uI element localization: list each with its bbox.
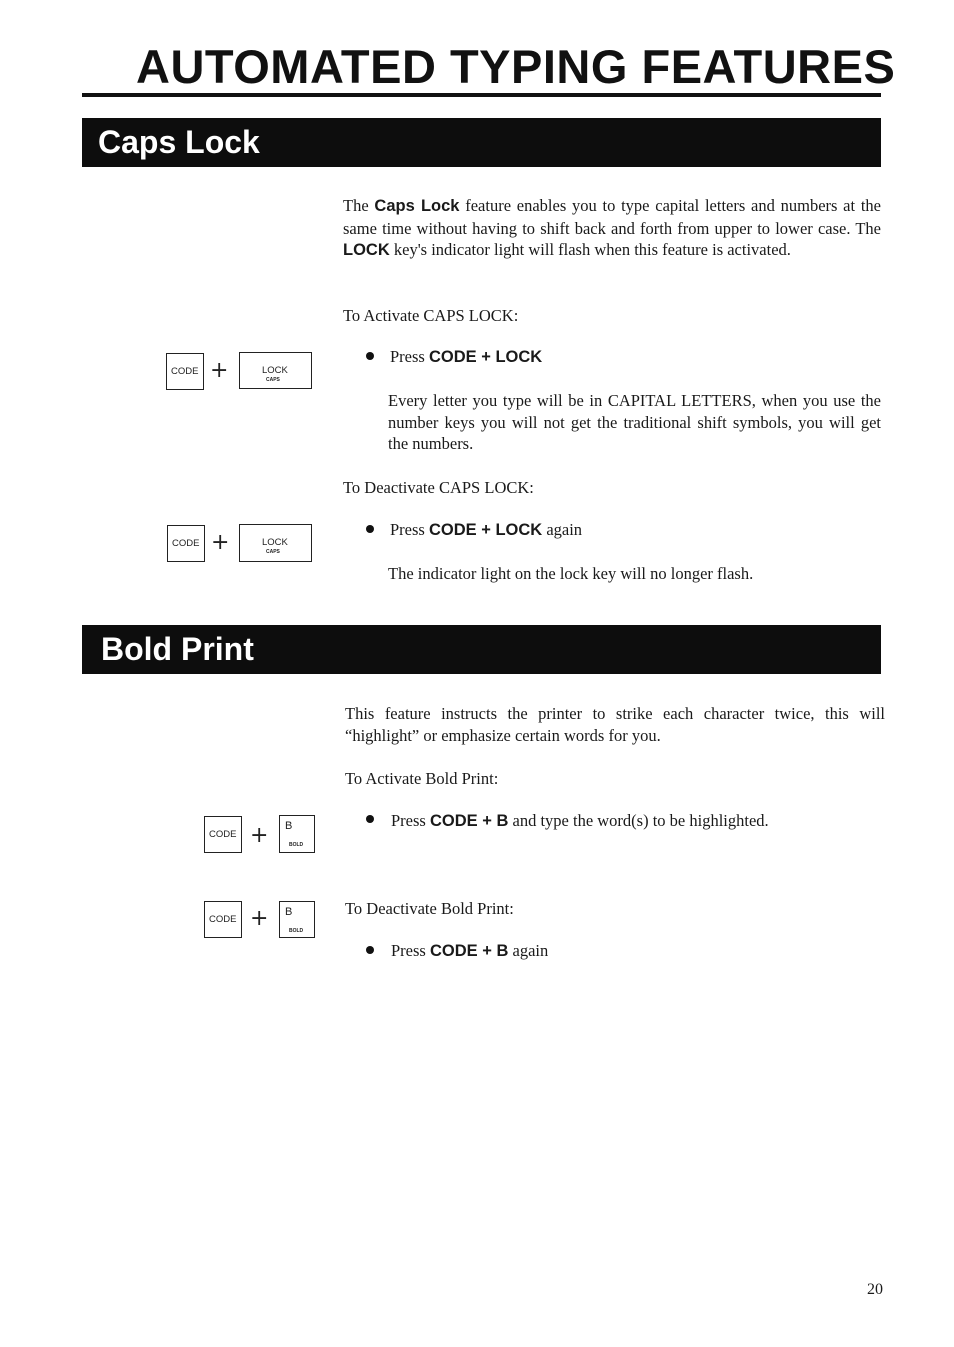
step-keys: CODE + B (429, 812, 509, 830)
step-text: Press (391, 811, 430, 830)
lock-key-label: LOCK (262, 365, 288, 376)
caps-key-sublabel: CAPS (266, 549, 280, 555)
caps-key-sublabel: CAPS (266, 377, 280, 383)
code-key-label: CODE (171, 366, 199, 377)
bold-deactivate-label: To Deactivate Bold Print: (345, 899, 514, 918)
code-key-icon (166, 353, 204, 390)
caps-activate-label: To Activate CAPS LOCK: (343, 306, 519, 325)
intro-caps-lock-term: Caps Lock (374, 197, 460, 215)
caps-activate-step (390, 346, 542, 368)
code-key-label: CODE (209, 829, 237, 840)
b-key-label: B (285, 820, 293, 832)
step-keys: CODE + LOCK (428, 521, 543, 539)
intro-text: key's indicator light will flash when this feature is activated. (389, 240, 791, 259)
intro-text: feature enables you to type capital letters and numbers at the same time without having to shift back and forth from upper to lower case. The (343, 196, 881, 238)
bold-activate-step (391, 810, 769, 832)
bullet-icon (366, 815, 374, 823)
bullet-icon (366, 946, 374, 954)
step-text: again (508, 941, 549, 960)
bullet-icon (366, 525, 374, 533)
step-keys: CODE + LOCK (428, 348, 543, 366)
bold-print-intro: This feature instructs the printer to strike each character twice, this will “highlight” or emphasize certain words for you. (345, 704, 885, 745)
step-keys: CODE + B (429, 942, 509, 960)
code-key-icon (204, 901, 242, 938)
lock-key-icon (239, 352, 312, 389)
bold-key-sublabel: BOLD (289, 928, 304, 934)
step-text: Press (391, 941, 430, 960)
bold-key-sublabel: BOLD (289, 842, 304, 848)
caps-lock-intro (343, 195, 881, 262)
code-key-icon (167, 525, 205, 562)
plus-sign: + (211, 530, 230, 555)
intro-text: The (343, 196, 375, 215)
caps-deactivate-note: The indicator light on the lock key will no longer flash. (388, 564, 754, 583)
plus-sign: + (250, 906, 269, 931)
plus-sign: + (250, 823, 269, 848)
code-key-label: CODE (172, 538, 200, 549)
bold-print-banner (82, 625, 881, 674)
caps-deactivate-label: To Deactivate CAPS LOCK: (343, 478, 534, 497)
intro-lock-term: LOCK (343, 241, 390, 259)
title-rule (82, 93, 881, 97)
step-text: again (542, 520, 583, 539)
code-key-label: CODE (209, 914, 237, 925)
step-text: Press (390, 520, 429, 539)
caps-lock-banner (82, 118, 881, 167)
lock-key-label: LOCK (262, 537, 288, 548)
caps-deactivate-step (390, 519, 582, 541)
plus-sign: + (210, 358, 229, 383)
step-text: and type the word(s) to be highlighted. (508, 811, 769, 830)
bold-activate-label: To Activate Bold Print: (345, 769, 499, 788)
caps-lock-heading: Caps Lock (98, 124, 260, 160)
bullet-icon (366, 352, 374, 360)
step-text: Press (390, 347, 429, 366)
page-number: 20 (867, 1281, 883, 1298)
b-key-label: B (285, 906, 293, 918)
b-key-icon (279, 815, 315, 853)
page-title: AUTOMATED TYPING FEATURES (136, 40, 896, 93)
lock-key-icon (239, 524, 312, 562)
code-key-icon (204, 816, 242, 853)
bold-deactivate-step (391, 940, 548, 962)
b-key-icon (279, 901, 315, 938)
caps-activate-note: Every letter you type will be in CAPITAL LETTERS, when you use the number keys you will not get the traditional shift symbols, you will get the numbers. (388, 391, 881, 453)
bold-print-heading: Bold Print (101, 631, 254, 667)
